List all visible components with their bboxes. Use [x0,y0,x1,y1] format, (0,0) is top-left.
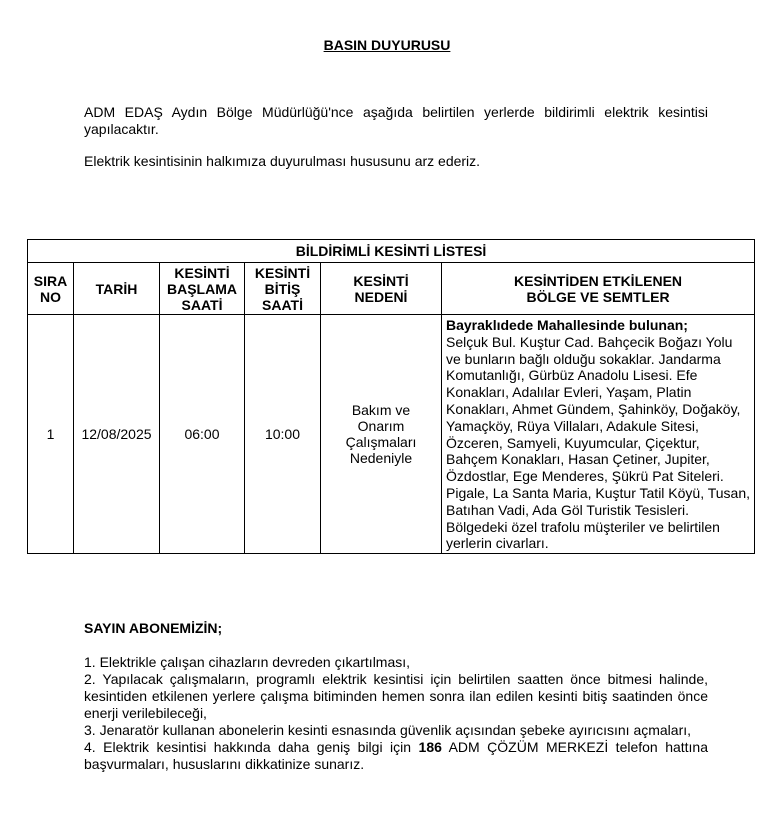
intro-paragraph: ADM EDAŞ Aydın Bölge Müdürlüğü'nce aşağıda belirtilen yerlerde bildirimli elektrik kesintisi yapılacaktır. [84,104,708,137]
header-tarih: TARİH [74,263,160,315]
salutation: SAYIN ABONEMİZİN; [84,620,223,636]
intro-paragraph-2: Elektrik kesintisinin halkımıza duyurulması hususunu arz ederiz. [84,153,481,169]
header-bitis: KESİNTİ BİTİŞ SAATİ [245,263,321,315]
cell-baslama: 06:00 [160,315,245,554]
bolge-text: Selçuk Bul. Kuştur Cad. Bahçecik Boğazı Yolu ve bunların bağlı olduğu sokaklar. Jandarma Komutanlığı, Gürbüz Anadolu Lisesi. Efe Konakları, Adalılar Evleri, Yaşam, Platin Konakları, Ahmet Gündem, Şahinköy, Doğaköy, Yamaçköy, Rüya Villaları, Adakule Sitesi, Özceren, Samyeli, Kuyumcular, Çiçektur, Bahçem Konakları, Hasan Çetiner, Jupiter, Özdostlar, Ege Menderes, Şükrü Pat Siteleri. Pigale, La Santa Maria, Kuştur Tatil Köyü, Tusan, Batıhan Vadi, Ada Göl Turistik Tesisleri. Bölgedeki özel trafolu müşteriler ve belirtilen yerlerin civarları. [446,333,751,552]
table-caption: BİLDİRİMLİ KESİNTİ LİSTESİ [28,240,755,263]
table-row [28,315,755,554]
press-release-title: BASIN DUYURUSU [323,37,451,53]
bolge-heading: Bayraklıdede Mahallesinde bulunan; [446,317,688,333]
header-sira: SIRA NO [28,263,74,315]
cell-sira: 1 [28,315,74,554]
cell-neden: Bakım ve Onarım Çalışmaları Nedeniyle [321,315,442,554]
header-bolge: KESİNTİDEN ETKİLENEN BÖLGE VE SEMTLER [442,263,755,315]
table-header-row [28,263,755,315]
note-item: 3. Jenaratör kullanan abonelerin kesinti esnasında güvenlik açısından şebeke ayırıcısını açmaları, [84,722,692,738]
cell-bolge [442,315,755,554]
note-item: 1. Elektrikle çalışan cihazların devreden çıkartılması, [84,654,411,670]
cell-tarih: 12/08/2025 [74,315,160,554]
note-item: 4. Elektrik kesintisi hakkında daha geniş bilgi için 186 ADM ÇÖZÜM MERKEZİ telefon hattına başvurmaları, hususlarını dikkatinize sunarız. [84,739,709,772]
notes-list [84,654,708,773]
header-baslama: KESİNTİ BAŞLAMA SAATİ [160,263,245,315]
header-neden: KESİNTİ NEDENİ [321,263,442,315]
cell-bitis: 10:00 [245,315,321,554]
outage-table [27,239,755,554]
note-item: 2. Yapılacak çalışmaların, programlı elektrik kesintisi için belirtilen saatten önce bitmesi halinde, kesintiden etkilenen yerlere çalışma bitiminden hemen sonra ilan edilen kesinti bitiş saatinden önce enerji verilebileceği, [84,671,708,721]
hotline-number: 186 [418,739,442,755]
